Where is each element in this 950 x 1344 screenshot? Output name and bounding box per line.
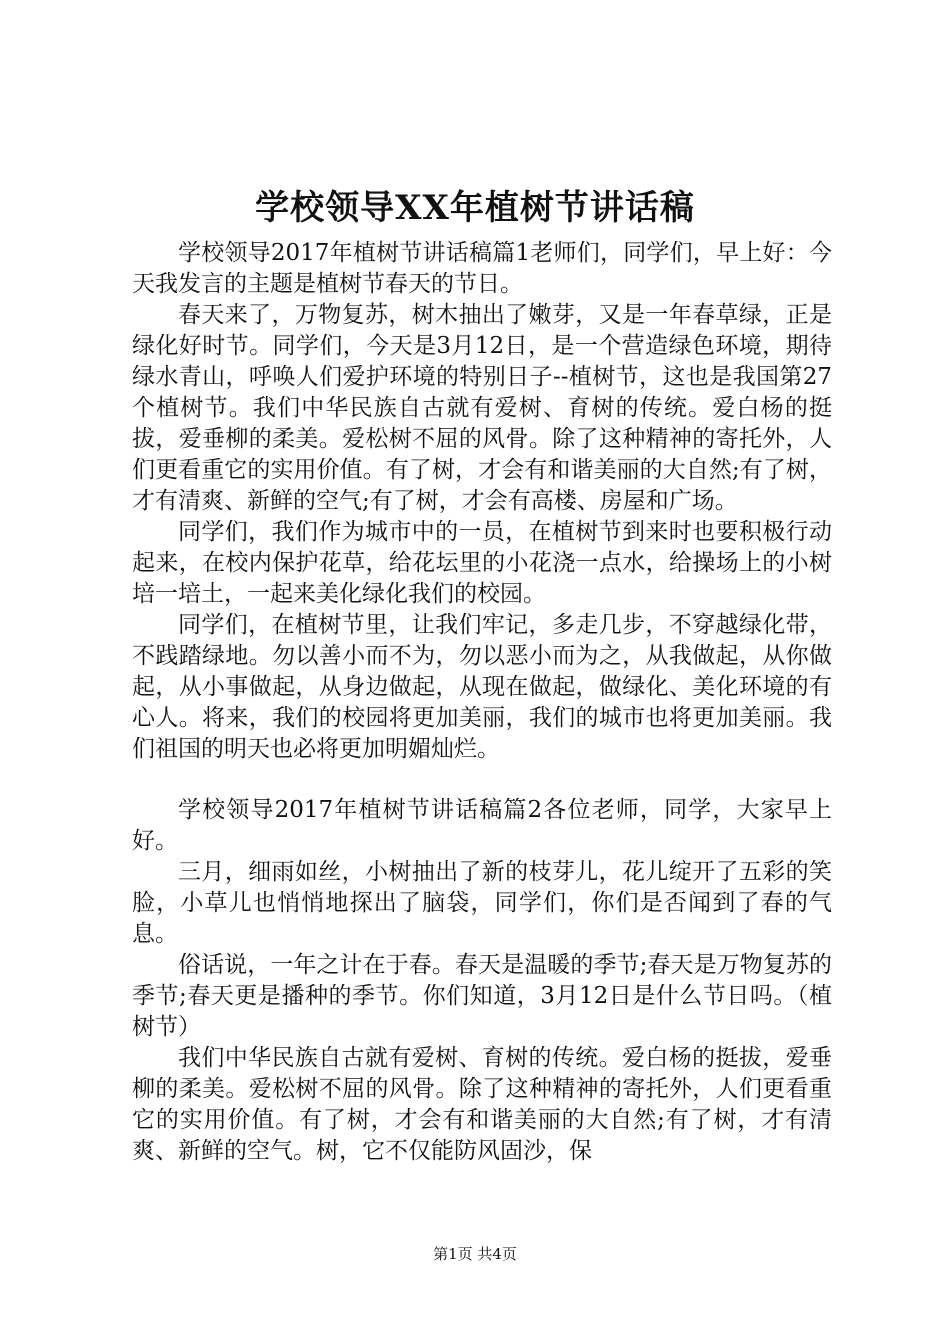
section-gap	[132, 765, 832, 795]
paragraph-protect-green: 同学们，在植树节里，让我们牢记，多走几步，不穿越绿化带，不践踏绿地。勿以善小而不为，勿以恶小而为之，从我做起，从你做起，从小事做起，从身边做起，从现在做起，做绿化、美化环境的有心人。将来，我们的校园将更加美丽，我们的城市也将更加美丽。我们祖国的明天也必将更加明媚灿烂。	[132, 612, 832, 762]
paragraph-speech2-intro: 学校领导2017年植树节讲话稿篇2各位老师，同学，大家早上好。	[132, 797, 832, 854]
page-footer: 第1页 共4页	[433, 1245, 517, 1263]
paragraph-tradition: 我们中华民族自古就有爱树、育树的传统。爱白杨的挺拔，爱垂柳的柔美。爱松树不屈的风骨。除了这种精神的寄托外，人们更看重它的实用价值。有了树，才会有和谐美丽的大自然;有了树，才有清爽、新鲜的空气。树，它不仅能防风固沙，保	[132, 1045, 832, 1164]
document-title: 学校领导XX年植树节讲话稿	[255, 188, 695, 228]
paragraph-spring: 春天来了，万物复苏，树木抽出了嫩芽，又是一年春草绿，正是绿化好时节。同学们，今天是3月12日，是一个营造绿色环境，期待绿水青山，呼唤人们爱护环境的特别日子--植树节，这也是我国第27个植树节。我们中华民族自古就有爱树、育树的传统。爱白杨的挺拔，爱垂柳的柔美。爱松树不屈的风骨。除了这种精神的寄托外，人们更看重它的实用价值。有了树，才会有和谐美丽的大自然;有了树，才有清爽、新鲜的空气;有了树，才会有高楼、房屋和广场。	[132, 302, 832, 514]
paragraph-speech1-intro: 学校领导2017年植树节讲话稿篇1老师们，同学们，早上好：今天我发言的主题是植树节春天的节日。	[132, 240, 832, 297]
paragraph-march: 三月，细雨如丝，小树抽出了新的枝芽儿，花儿绽开了五彩的笑脸，小草儿也悄悄地探出了脑袋，同学们，你们是否闻到了春的气息。	[132, 859, 832, 947]
paragraph-proverb: 俗话说，一年之计在于春。春天是温暖的季节;春天是万物复苏的季节;春天更是播种的季节。你们知道，3月12日是什么节日吗。（植树节）	[132, 952, 832, 1040]
paragraph-action: 同学们，我们作为城市中的一员，在植树节到来时也要积极行动起来，在校内保护花草，给花坛里的小花浇一点水，给操场上的小树培一培土，一起来美化绿化我们的校园。	[132, 519, 832, 607]
document-body	[132, 238, 832, 1167]
